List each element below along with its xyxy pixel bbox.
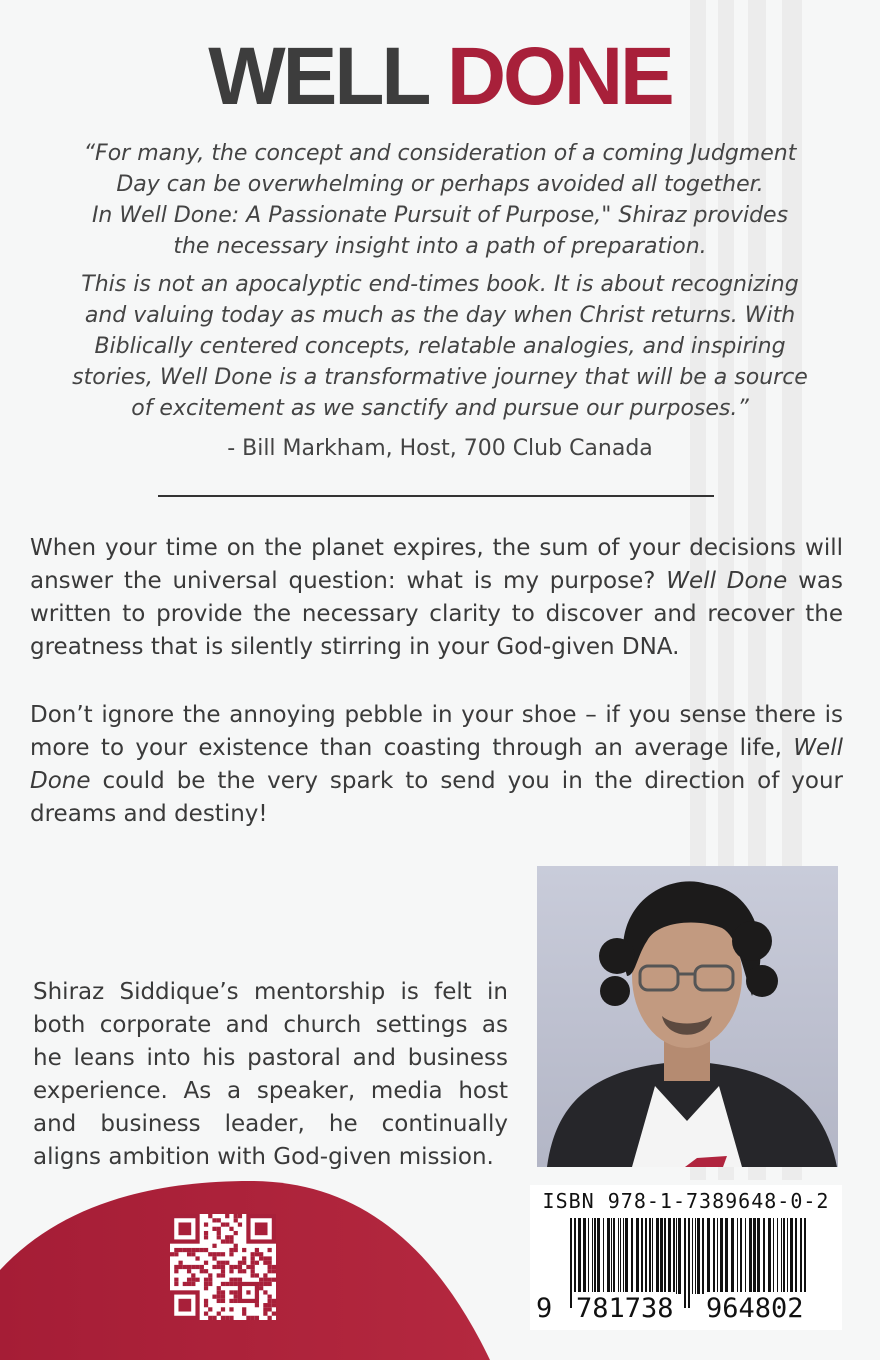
endorsement-line: “For many, the concept and consideration of a coming Judgment	[83, 141, 797, 166]
blurb-text: could be the very spark to send you in the direction of your dreams and destiny!	[30, 768, 843, 827]
blurb-text: was written to provide the necessary clarity to discover and recover the greatness that is silently stirring in your God-given DNA.	[30, 568, 844, 660]
blurb-text: Don’t ignore the annoying pebble in your shoe – if you sense there is more to your existence than coasting through an average life,	[30, 702, 843, 761]
endorsement-line: In Well Done: A Passionate Pursuit of Purpose," Shiraz provides	[91, 203, 789, 228]
title-word-well: WELL	[208, 31, 428, 122]
divider	[158, 495, 714, 497]
author-bio: Shiraz Siddique’s mentorship is felt in both corporate and church settings as he leans into his pastoral and business experience. As a speaker, media host and business leader, he continually aligns ambition with God-given mission.	[33, 979, 508, 1170]
barcode-digit-first: 9	[536, 1293, 553, 1324]
endorsement-line: and valuing today as much as the day when Christ returns. With	[84, 303, 796, 328]
blurb-text: When your time on the planet expires, the sum of your decisions will answer the universal question: what is my purpose?	[30, 535, 843, 594]
endorsement-paragraph-2	[60, 269, 820, 424]
barcode-digit-group-1: 781738	[576, 1293, 674, 1324]
endorsement-attribution: - Bill Markham, Host, 700 Club Canada	[227, 436, 653, 461]
blurb-book-title: Well Done	[30, 735, 843, 794]
isbn-barcode	[530, 1185, 842, 1330]
endorsement-paragraph-1	[60, 138, 820, 262]
qr-code	[170, 1214, 276, 1320]
author-photo	[537, 866, 838, 1167]
blurb-paragraph-1	[30, 532, 843, 664]
endorsement-line: the necessary insight into a path of preparation.	[173, 234, 707, 259]
endorsement-line: Biblically centered concepts, relatable analogies, and inspiring	[94, 334, 786, 359]
blurb-paragraph-2	[30, 699, 843, 831]
isbn-label: ISBN 978-1-7389648-0-2	[542, 1189, 830, 1213]
endorsement-line: of excitement as we sanctify and pursue our purposes.”	[131, 396, 749, 421]
endorsement-line: Day can be overwhelming or perhaps avoided all together.	[116, 172, 764, 197]
endorsement-line: This is not an apocalyptic end-times book. It is about recognizing	[81, 272, 799, 297]
endorsement-line: stories, Well Done is a transformative journey that will be a source	[72, 365, 808, 390]
book-title	[0, 31, 880, 122]
blurb-book-title: Well Done	[666, 568, 788, 594]
title-word-done: DONE	[446, 31, 672, 122]
barcode-digit-group-2: 964802	[706, 1293, 804, 1324]
